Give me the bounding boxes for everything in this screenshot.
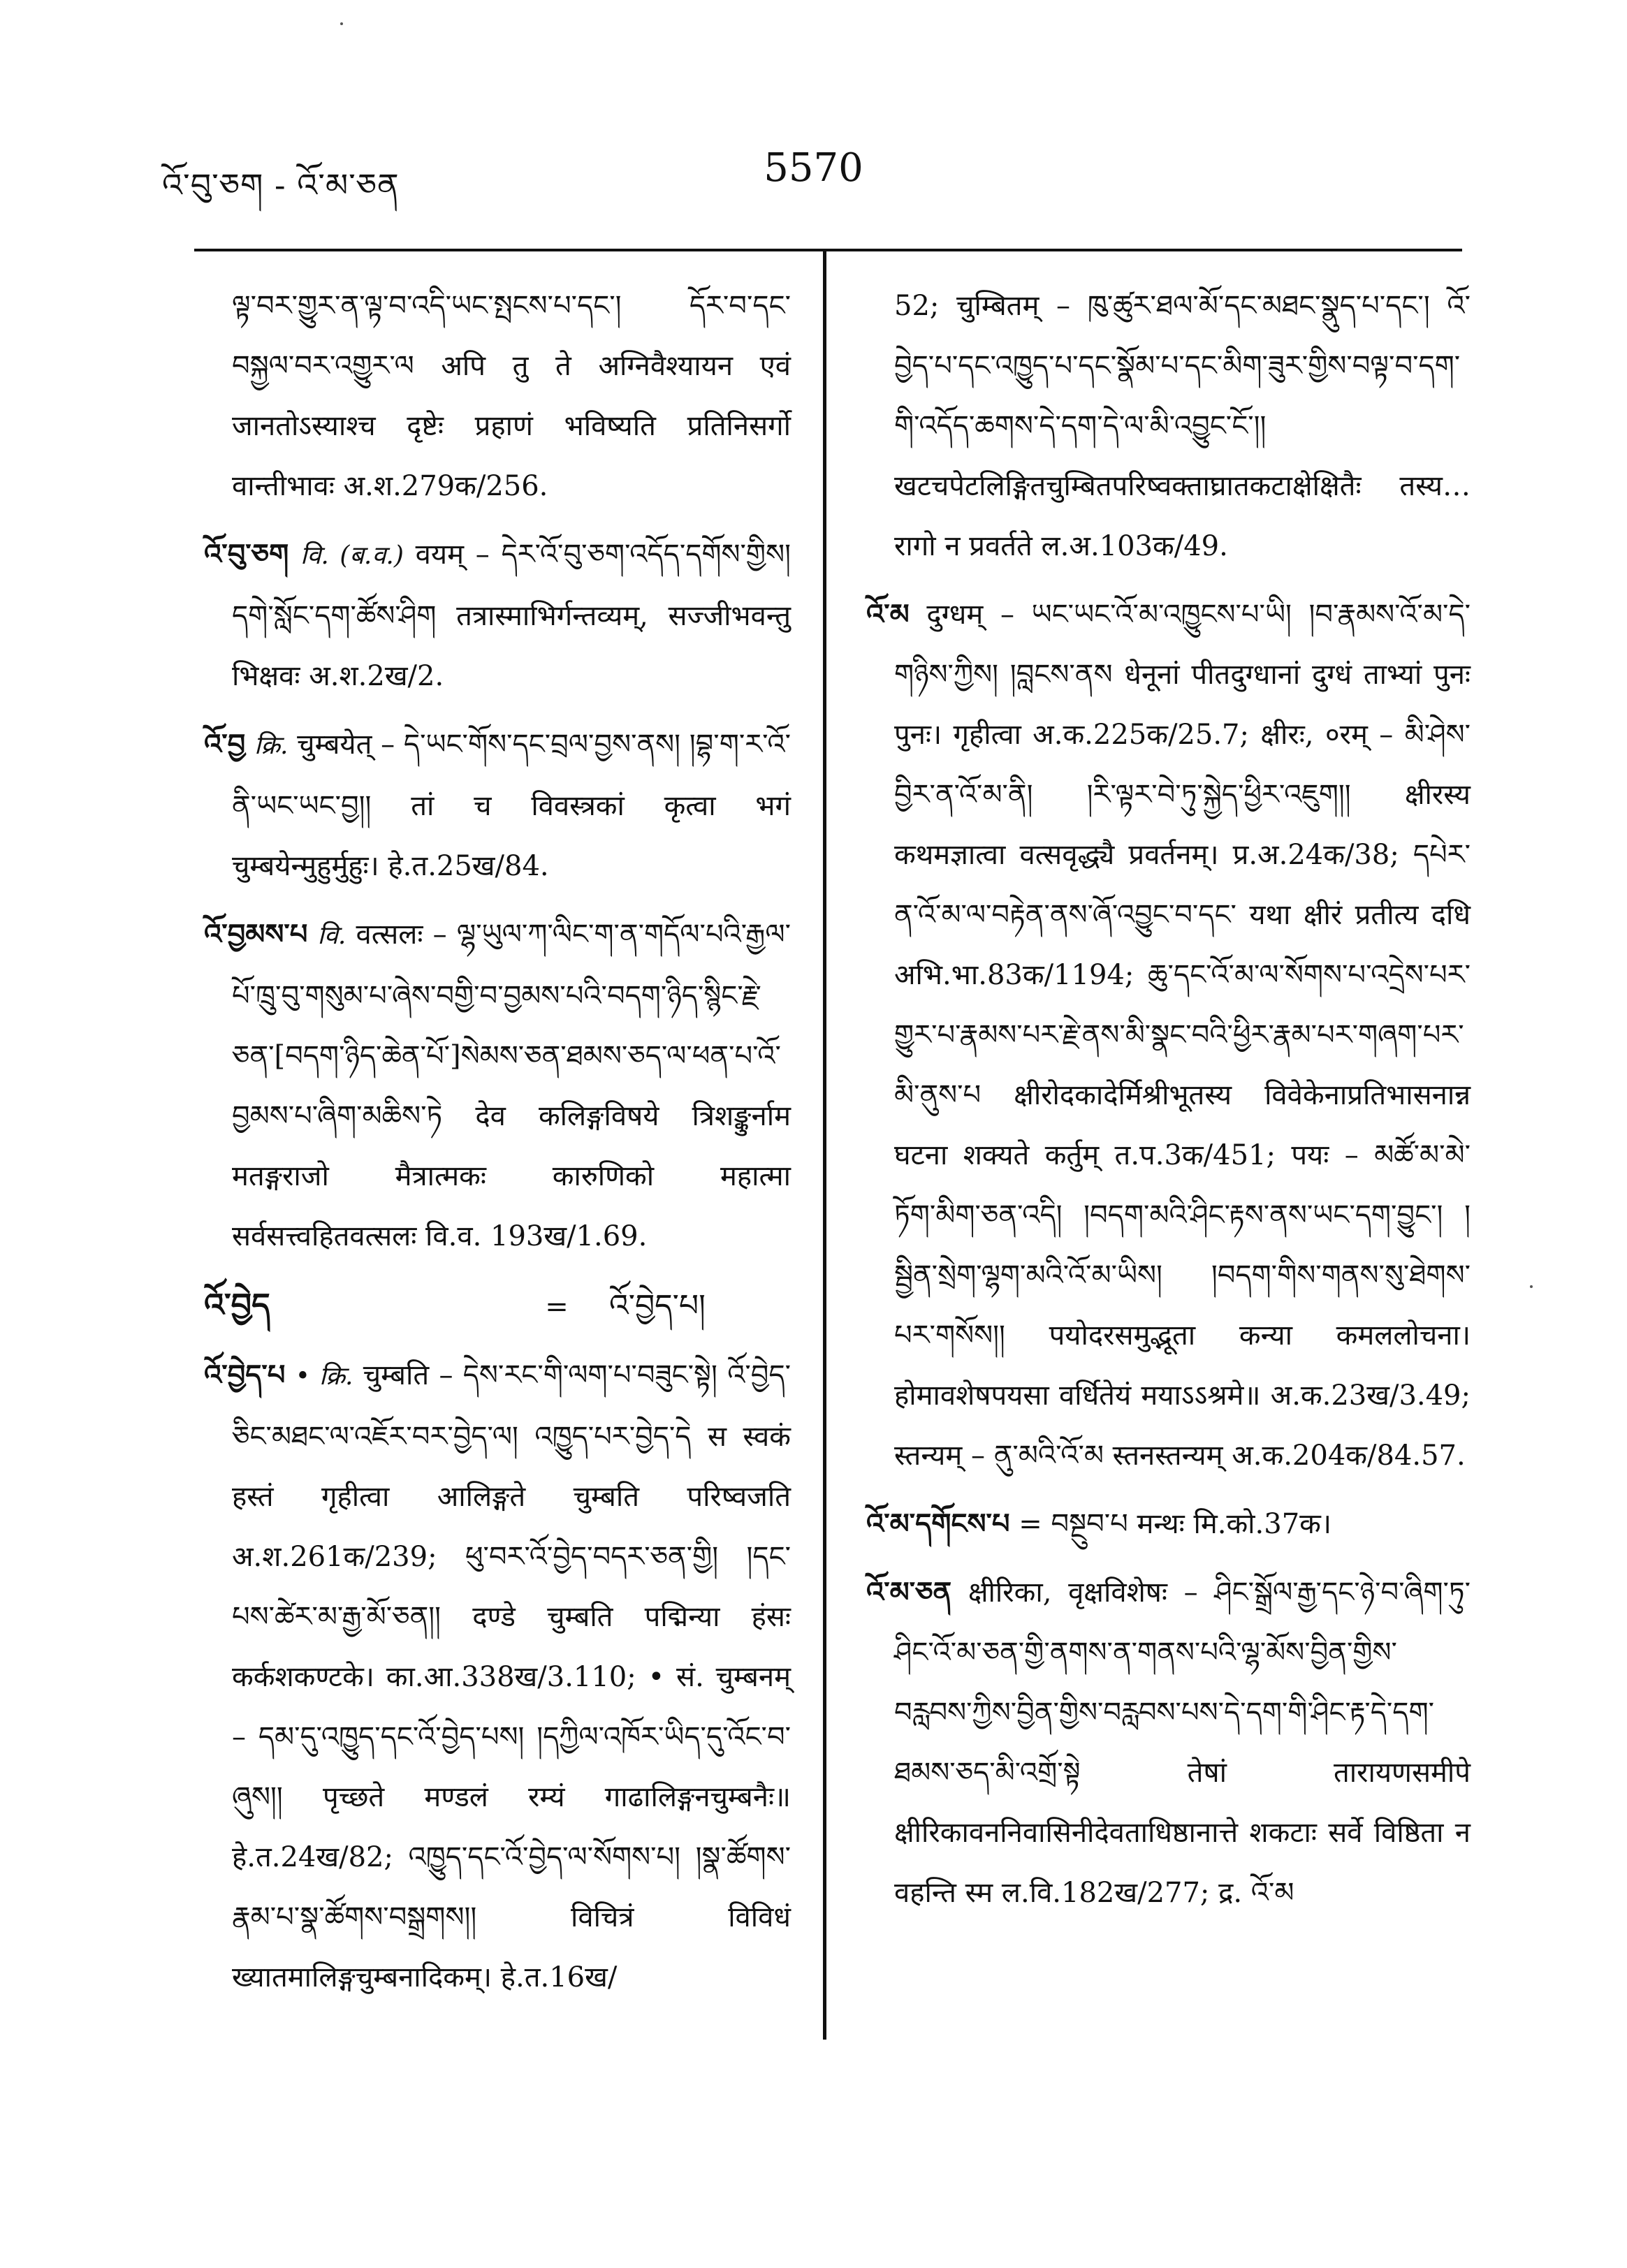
right-column (866, 276, 1471, 1931)
entry-text: 52; चुम्बितम् – ཁུ་ཚུར་ཐལ་མོ་དང་མཐང་སྣུད་པ་དང་། འོ་བྱེད་པ་དང་འཁྱུད་པ་དང་སྣོམ་པ་དང་མིག་ཟུར་གྱིས་བལྟ་བ་དག་གི་འདོད་ཆགས་དེ་དག་དེ་ལ་མི་འབྱུང་ངོ་།། खटचपेटलिङ्गितचुम्बितपरिष्वक्ताघ्रातकटाक्षेक्षितैः तस्य…रागो न प्रवर्तते ल.अ.103क/49. (894, 290, 1471, 562)
dictionary-entry (204, 1345, 791, 2007)
column-divider (823, 251, 826, 2040)
headword: འོ་མ་དགོངས་པ (866, 1507, 1010, 1540)
dictionary-entry (204, 905, 791, 1266)
headword: འོ་མ་ཅན (866, 1576, 952, 1609)
scan-speck (340, 22, 343, 25)
entry-text: = བསྔུབ་པ मन्थः मि.को.37क। (1019, 1508, 1332, 1540)
header-rule (194, 249, 1462, 251)
dictionary-entry (866, 1494, 1471, 1554)
cross-reference-term: འོ་བྱེད (204, 1286, 270, 1324)
dictionary-entry (866, 585, 1471, 1486)
headword: འོ་བྱམས་པ (204, 918, 308, 951)
headword: འོ་མ (866, 598, 910, 631)
left-column (204, 276, 791, 2016)
entry-text: वत्सलः – ལྷ་ཡུལ་ཀ་ལིང་ག་ན་གདོལ་པའི་རྒྱལ་པོ་ཁྲུ་བུ་གསུམ་པ་ཞེས་བགྱི་བ་བྱམས་པའི་བདག་ཉིད་སྙིང་རྗེ་ཅན་[བདག་ཉིད་ཆེན་པོ་]སེམས་ཅན་ཐམས་ཅད་ལ་ཕན་པ་འོ་བྱམས་པ་ཞིག་མཆིས་ཏེ देव कलिङ्गविषये त्रिशङ्कुर्नाम मतङ्गराजो मैत्रात्मकः कारुणिको महात्मा सर्वसत्त्वहितवत्सलः वि.व. 193ख/1.69. (232, 919, 791, 1252)
cross-reference (204, 1275, 791, 1337)
equals-sign: = (545, 1291, 569, 1323)
dictionary-entry (866, 1563, 1471, 1923)
page-header (0, 0, 1627, 231)
entry-text: चुम्बयेत् – དེ་ཡང་གོས་དང་བྲལ་བྱས་ནས། །བྷ་ག་ར་འོ་ནི་ཡང་ཡང་བྱ།། तां च विवस्त्रकां कृत्वा भगं चुम्बयेन्मुहुर्मुहुः। हे.त.25ख/84. (232, 729, 791, 882)
grammar-label: वि. (ब.व.) (300, 541, 404, 570)
entry-text: वयम् – དེར་འོ་བུ་ཅག་འདོད་དགོས་གྱིས། དགེ་སློང་དག་ཚོས་ཤིག तत्रास्माभिर्गन्तव्यम्, सज्जीभवन्तु भिक्षवः अ.श.2ख/2. (232, 539, 791, 692)
dictionary-entry (204, 276, 791, 516)
page-number: 5570 (764, 145, 863, 191)
entry-text: दुग्धम् – ཡང་ཡང་འོ་མ་འཁྱུངས་པ་ཡི། །བ་རྣམས་འོ་མ་དེ་གཉིས་ཀྱིས། །བླངས་ནས धेनूनां पीतदुग्धानां दुग्धं ताभ्यां पुनः पुनः। गृहीत्वा अ.क.225क/25.7; क्षीरः, ०रम् – མི་ཤེས་བྱིར་ན་འོ་མ་ནི། །རི་ལྟར་བེ་ཏུ་སྐྱེད་ཕྱིར་འཇུག།། क्षीरस्य कथमज्ञात्वा वत्सवृद्ध्यै प्रवर्तनम्। प्र.अ.24क/38; དཔེར་ན་འོ་མ་ལ་བརྟེན་ནས་ཞོ་འབྱུང་བ་དང་ यथा क्षीरं प्रतीत्य दधि अभि.भा.83क/1194; ཆུ་དང་འོ་མ་ལ་སོགས་པ་འདྲེས་པར་གྱུར་པ་རྣམས་པར་རྗེ་ནས་མི་སྣང་བའི་ཕྱིར་རྣམ་པར་གཞག་པར་མི་ནུས་པ क्षीरोदकादेर्मिश्रीभूतस्य विवेकेनाप्रतिभासनान्न घटना शक्यते कर्तुम् त.प.3क/451; पयः – མཚོ་མ་མེ་ཏོག་མིག་ཅན་འདི། །བདག་མའི་ཤིང་རྟས་ནས་ཡང་དག་བྱུང་། །སྦྱིན་སྲེག་ལྷག་མའི་འོ་མ་ཡིས། །བདག་གིས་གནས་སུ་ཐེགས་པར་གསོས།། पयोदरसमुद्भूता कन्या कमललोचना। होमावशेषपयसा वर्धितेयं मयाऽऽश्रमे॥ अ.क.23ख/3.49; स्तन्यम् – ནུ་མའི་འོ་མ स्तनस्तन्यम् अ.क.204क/84.57. (894, 599, 1471, 1472)
dictionary-entry (204, 525, 791, 706)
entry-text: ལྟ་བར་གྱུར་ན་ལྟ་བ་འདི་ཡང་སྤངས་པ་དང་། དོར་བ་དང་བསྐྱལ་བར་འགྱུར་ལ अपि तु ते अग्निवैश्यायन एवं जानतोऽस्याश्च दृष्टेः प्रहाणं भविष्यति प्रतिनिसर्गो वान्तीभावः अ.श.279क/256. (232, 290, 791, 502)
grammar-label: वि. (317, 921, 346, 950)
dictionary-entry (866, 276, 1471, 576)
cross-reference-target: འོ་བྱེད་པ། (609, 1288, 706, 1324)
entry-text: क्षीरिका, वृक्षविशेषः – ཤིང་སྒྲོལ་རྒྱ་དང་ཉེ་བ་ཞིག་ཏུ་ཤིང་འོ་མ་ཅན་གྱི་ནགས་ན་གནས་པའི་ལྷ་མོས་བྱིན་གྱིས་བརླབས་ཀྱིས་བྱིན་གྱིས་བརླབས་པས་དེ་དག་གི་ཤིང་རྟ་དེ་དག་ཐམས་ཅད་མི་འགྲོ་སྟེ तेषां तारायणसमीपे क्षीरिकावननिवासिनीदेवताधिष्ठानात्ते शकटाः सर्वे विष्ठिता न वहन्ति स्म ल.वि.182ख/277; द्र. འོ་མ (894, 1576, 1471, 1909)
entry-text: चुम्बति – དེས་རང་གི་ལག་པ་བཟུང་སྟེ། འོ་བྱེད་ཅིང་མཐང་ལ་འཇོར་བར་བྱེད་ལ། འཁྱུད་པར་བྱེད་དེ स स्वकं हस्तं गृहीत्वा आलिङ्गते चुम्बति परिष्वजति अ.श.261क/239; ཕུ་བར་འོ་བྱེད་བདར་ཅན་གྱི། །དང་པས་ཚེར་མ་རྒྱ་མོ་ཅན།། दण्डे चुम्बति पद्मिन्या हंसः कर्कशकण्टके। का.आ.338ख/3.110; • सं. चुम्बनम् – དམ་དུ་འཁྱུད་དང་འོ་བྱེད་པས། །དཀྱིལ་འཁོར་ཡིད་དུ་འོང་བ་ཞུས།། पृच्छते मण्डलं रम्यं गाढालिङ्गनचुम्बनैः॥ हे.त.24ख/82; འཁྱུད་དང་འོ་བྱེད་ལ་སོགས་པ། །སྣ་ཚོགས་རྣམ་པ་སྣ་ཚོགས་བསྒྲགས།། विचित्रं विविधं ख्यातमालिङ्गचुम्बनादिकम्। हे.त.16ख/ (232, 1359, 791, 1993)
running-head: འོ་བུ་ཅག - འོ་མ་ཅན (162, 166, 400, 204)
headword: འོ་བུ་ཅག (204, 538, 289, 571)
headword: འོ་བྱ (204, 728, 246, 761)
grammar-label: • क्रि. (295, 1362, 353, 1391)
grammar-label: क्रि. (254, 731, 289, 760)
headword: འོ་བྱེད་པ (204, 1359, 286, 1391)
dictionary-entry (204, 715, 791, 896)
scan-speck (1530, 1285, 1533, 1288)
